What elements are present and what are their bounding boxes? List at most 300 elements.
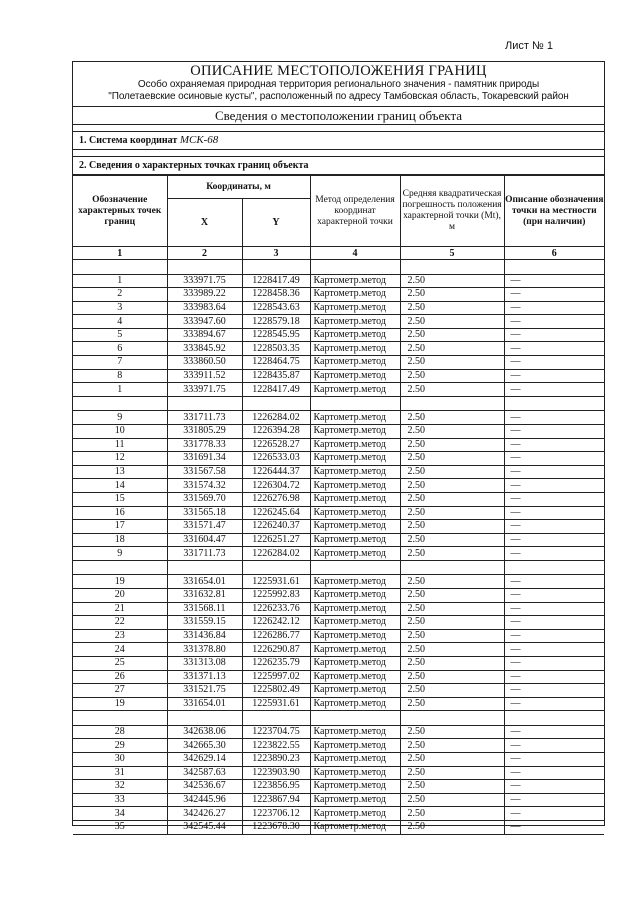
y-coordinate: 1223903.90 bbox=[242, 766, 310, 780]
error: 2.50 bbox=[400, 506, 504, 520]
y-coordinate: 1225992.83 bbox=[242, 588, 310, 602]
error: 2.50 bbox=[400, 520, 504, 534]
point-id: 26 bbox=[73, 670, 167, 684]
point-id: 33 bbox=[73, 793, 167, 807]
table-row bbox=[73, 274, 604, 288]
empty-cell bbox=[167, 260, 242, 275]
table-row bbox=[73, 301, 604, 315]
empty-cell bbox=[504, 260, 604, 275]
point-id: 8 bbox=[73, 369, 167, 383]
error: 2.50 bbox=[400, 383, 504, 397]
description: — bbox=[504, 369, 604, 383]
method: Картометр.метод bbox=[310, 656, 400, 670]
description: — bbox=[504, 479, 604, 493]
point-id: 24 bbox=[73, 643, 167, 657]
x-coordinate: 333971.75 bbox=[167, 383, 242, 397]
x-coordinate: 333983.64 bbox=[167, 301, 242, 315]
method: Картометр.метод bbox=[310, 383, 400, 397]
point-id: 29 bbox=[73, 739, 167, 753]
x-coordinate: 331691.34 bbox=[167, 452, 242, 466]
contour-separator bbox=[73, 711, 604, 726]
error: 2.50 bbox=[400, 656, 504, 670]
point-id: 32 bbox=[73, 780, 167, 794]
method: Картометр.метод bbox=[310, 753, 400, 767]
x-coordinate: 342665.30 bbox=[167, 739, 242, 753]
header-point: Обозначение характерных точек границ bbox=[73, 176, 167, 247]
table-row bbox=[73, 820, 604, 834]
description: — bbox=[504, 424, 604, 438]
x-coordinate: 333894.67 bbox=[167, 328, 242, 342]
header-y: Y bbox=[242, 199, 310, 247]
empty-cell bbox=[167, 560, 242, 575]
coordinate-system-value: МСК-68 bbox=[179, 134, 219, 146]
empty-cell bbox=[167, 396, 242, 411]
error: 2.50 bbox=[400, 670, 504, 684]
method: Картометр.метод bbox=[310, 643, 400, 657]
point-id: 28 bbox=[73, 725, 167, 739]
y-coordinate: 1226242.12 bbox=[242, 616, 310, 630]
y-coordinate: 1226276.98 bbox=[242, 492, 310, 506]
section-points: 2. Сведения о характерных точках границ объекта bbox=[73, 157, 604, 175]
y-coordinate: 1223890.23 bbox=[242, 753, 310, 767]
point-id: 13 bbox=[73, 465, 167, 479]
x-coordinate: 331805.29 bbox=[167, 424, 242, 438]
description: — bbox=[504, 588, 604, 602]
spacer bbox=[73, 150, 604, 157]
error: 2.50 bbox=[400, 588, 504, 602]
description: — bbox=[504, 411, 604, 425]
x-coordinate: 342545.44 bbox=[167, 820, 242, 834]
y-coordinate: 1228458.36 bbox=[242, 288, 310, 302]
method: Картометр.метод bbox=[310, 520, 400, 534]
x-coordinate: 342536.67 bbox=[167, 780, 242, 794]
point-id: 16 bbox=[73, 506, 167, 520]
error: 2.50 bbox=[400, 725, 504, 739]
description: — bbox=[504, 656, 604, 670]
error: 2.50 bbox=[400, 411, 504, 425]
description: — bbox=[504, 547, 604, 561]
x-coordinate: 331711.73 bbox=[167, 411, 242, 425]
table-row bbox=[73, 766, 604, 780]
x-coordinate: 342638.06 bbox=[167, 725, 242, 739]
y-coordinate: 1226286.77 bbox=[242, 629, 310, 643]
section-1-label: 1. Система координат bbox=[79, 135, 178, 146]
table-row bbox=[73, 588, 604, 602]
x-coordinate: 333845.92 bbox=[167, 342, 242, 356]
x-coordinate: 342445.96 bbox=[167, 793, 242, 807]
spacer bbox=[73, 125, 604, 132]
method: Картометр.метод bbox=[310, 506, 400, 520]
x-coordinate: 331521.75 bbox=[167, 684, 242, 698]
method: Картометр.метод bbox=[310, 424, 400, 438]
error: 2.50 bbox=[400, 629, 504, 643]
method: Картометр.метод bbox=[310, 356, 400, 370]
point-id: 3 bbox=[73, 301, 167, 315]
y-coordinate: 1225931.61 bbox=[242, 697, 310, 711]
description: — bbox=[504, 506, 604, 520]
x-coordinate: 342629.14 bbox=[167, 753, 242, 767]
method: Картометр.метод bbox=[310, 684, 400, 698]
error: 2.50 bbox=[400, 465, 504, 479]
empty-cell bbox=[242, 396, 310, 411]
y-coordinate: 1225931.61 bbox=[242, 575, 310, 589]
table-row bbox=[73, 629, 604, 643]
error: 2.50 bbox=[400, 753, 504, 767]
y-coordinate: 1228579.18 bbox=[242, 315, 310, 329]
point-id: 5 bbox=[73, 328, 167, 342]
table-row bbox=[73, 533, 604, 547]
description: — bbox=[504, 328, 604, 342]
method: Картометр.метод bbox=[310, 411, 400, 425]
error: 2.50 bbox=[400, 575, 504, 589]
method: Картометр.метод bbox=[310, 492, 400, 506]
description: — bbox=[504, 602, 604, 616]
y-coordinate: 1226245.64 bbox=[242, 506, 310, 520]
table-row bbox=[73, 369, 604, 383]
description: — bbox=[504, 274, 604, 288]
sheet-number: Лист № 1 bbox=[505, 40, 553, 52]
y-coordinate: 1226528.27 bbox=[242, 438, 310, 452]
description: — bbox=[504, 780, 604, 794]
empty-cell bbox=[400, 711, 504, 726]
point-id: 25 bbox=[73, 656, 167, 670]
method: Картометр.метод bbox=[310, 274, 400, 288]
error: 2.50 bbox=[400, 274, 504, 288]
x-coordinate: 331568.11 bbox=[167, 602, 242, 616]
x-coordinate: 331436.84 bbox=[167, 629, 242, 643]
table-body bbox=[73, 260, 604, 835]
error: 2.50 bbox=[400, 697, 504, 711]
table-row bbox=[73, 739, 604, 753]
table-row bbox=[73, 452, 604, 466]
description: — bbox=[504, 697, 604, 711]
table-row bbox=[73, 479, 604, 493]
y-coordinate: 1226233.76 bbox=[242, 602, 310, 616]
x-coordinate: 331632.81 bbox=[167, 588, 242, 602]
points-table bbox=[73, 175, 604, 835]
description: — bbox=[504, 643, 604, 657]
y-coordinate: 1223704.75 bbox=[242, 725, 310, 739]
x-coordinate: 331378.80 bbox=[167, 643, 242, 657]
table-row bbox=[73, 684, 604, 698]
error: 2.50 bbox=[400, 315, 504, 329]
description: — bbox=[504, 465, 604, 479]
method: Картометр.метод bbox=[310, 315, 400, 329]
y-coordinate: 1228543.63 bbox=[242, 301, 310, 315]
method: Картометр.метод bbox=[310, 780, 400, 794]
description: — bbox=[504, 575, 604, 589]
table-row bbox=[73, 575, 604, 589]
x-coordinate: 331711.73 bbox=[167, 547, 242, 561]
column-number: 3 bbox=[242, 247, 310, 260]
empty-cell bbox=[310, 260, 400, 275]
contour-separator bbox=[73, 396, 604, 411]
error: 2.50 bbox=[400, 288, 504, 302]
table-row bbox=[73, 780, 604, 794]
table-row bbox=[73, 492, 604, 506]
method: Картометр.метод bbox=[310, 301, 400, 315]
error: 2.50 bbox=[400, 547, 504, 561]
description: — bbox=[504, 739, 604, 753]
contour-separator bbox=[73, 260, 604, 275]
point-id: 2 bbox=[73, 288, 167, 302]
error: 2.50 bbox=[400, 616, 504, 630]
table-row bbox=[73, 520, 604, 534]
section-coordinate-system bbox=[73, 132, 604, 150]
x-coordinate: 331604.47 bbox=[167, 533, 242, 547]
table-row bbox=[73, 438, 604, 452]
table-row bbox=[73, 424, 604, 438]
point-id: 10 bbox=[73, 424, 167, 438]
y-coordinate: 1225997.02 bbox=[242, 670, 310, 684]
empty-cell bbox=[400, 396, 504, 411]
method: Картометр.метод bbox=[310, 793, 400, 807]
y-coordinate: 1226251.27 bbox=[242, 533, 310, 547]
table-row bbox=[73, 616, 604, 630]
error: 2.50 bbox=[400, 602, 504, 616]
method: Картометр.метод bbox=[310, 452, 400, 466]
table-row bbox=[73, 643, 604, 657]
table-row bbox=[73, 328, 604, 342]
method: Картометр.метод bbox=[310, 575, 400, 589]
method: Картометр.метод bbox=[310, 479, 400, 493]
description: — bbox=[504, 452, 604, 466]
method: Картометр.метод bbox=[310, 629, 400, 643]
description: — bbox=[504, 670, 604, 684]
y-coordinate: 1223706.12 bbox=[242, 807, 310, 821]
x-coordinate: 333860.50 bbox=[167, 356, 242, 370]
y-coordinate: 1226240.37 bbox=[242, 520, 310, 534]
empty-cell bbox=[73, 560, 167, 575]
description: — bbox=[504, 793, 604, 807]
y-coordinate: 1223678.30 bbox=[242, 820, 310, 834]
table-row bbox=[73, 356, 604, 370]
point-id: 17 bbox=[73, 520, 167, 534]
empty-cell bbox=[242, 260, 310, 275]
description: — bbox=[504, 356, 604, 370]
column-number: 5 bbox=[400, 247, 504, 260]
error: 2.50 bbox=[400, 780, 504, 794]
error: 2.50 bbox=[400, 479, 504, 493]
y-coordinate: 1223867.94 bbox=[242, 793, 310, 807]
y-coordinate: 1228435.87 bbox=[242, 369, 310, 383]
description: — bbox=[504, 684, 604, 698]
y-coordinate: 1223856.95 bbox=[242, 780, 310, 794]
method: Картометр.метод bbox=[310, 547, 400, 561]
method: Картометр.метод bbox=[310, 739, 400, 753]
error: 2.50 bbox=[400, 328, 504, 342]
empty-cell bbox=[400, 260, 504, 275]
empty-cell bbox=[310, 396, 400, 411]
x-coordinate: 331654.01 bbox=[167, 575, 242, 589]
x-coordinate: 333911.52 bbox=[167, 369, 242, 383]
y-coordinate: 1226394.28 bbox=[242, 424, 310, 438]
description: — bbox=[504, 533, 604, 547]
y-coordinate: 1228464.75 bbox=[242, 356, 310, 370]
empty-cell bbox=[242, 711, 310, 726]
description: — bbox=[504, 616, 604, 630]
y-coordinate: 1226284.02 bbox=[242, 411, 310, 425]
point-id: 15 bbox=[73, 492, 167, 506]
error: 2.50 bbox=[400, 739, 504, 753]
empty-cell bbox=[310, 560, 400, 575]
error: 2.50 bbox=[400, 492, 504, 506]
description: — bbox=[504, 315, 604, 329]
table-row bbox=[73, 602, 604, 616]
header-x: X bbox=[167, 199, 242, 247]
table-row bbox=[73, 725, 604, 739]
point-id: 12 bbox=[73, 452, 167, 466]
column-number: 4 bbox=[310, 247, 400, 260]
error: 2.50 bbox=[400, 643, 504, 657]
table-row bbox=[73, 793, 604, 807]
error: 2.50 bbox=[400, 438, 504, 452]
table-row bbox=[73, 465, 604, 479]
description: — bbox=[504, 820, 604, 834]
point-id: 11 bbox=[73, 438, 167, 452]
point-id: 31 bbox=[73, 766, 167, 780]
method: Картометр.метод bbox=[310, 342, 400, 356]
column-number: 6 bbox=[504, 247, 604, 260]
x-coordinate: 331574.32 bbox=[167, 479, 242, 493]
y-coordinate: 1225802.49 bbox=[242, 684, 310, 698]
error: 2.50 bbox=[400, 807, 504, 821]
method: Картометр.метод bbox=[310, 616, 400, 630]
error: 2.50 bbox=[400, 820, 504, 834]
y-coordinate: 1228417.49 bbox=[242, 274, 310, 288]
error: 2.50 bbox=[400, 342, 504, 356]
column-number: 2 bbox=[167, 247, 242, 260]
method: Картометр.метод bbox=[310, 438, 400, 452]
error: 2.50 bbox=[400, 301, 504, 315]
point-id: 14 bbox=[73, 479, 167, 493]
x-coordinate: 331778.33 bbox=[167, 438, 242, 452]
table-row bbox=[73, 807, 604, 821]
description: — bbox=[504, 753, 604, 767]
point-id: 34 bbox=[73, 807, 167, 821]
subtitle-line-1: Особо охраняемая природная территория регионального значения - памятник природы bbox=[137, 79, 540, 90]
y-coordinate: 1226235.79 bbox=[242, 656, 310, 670]
subtitle-line-2: "Полетаевские осиновые кусты", расположенный по адресу Тамбовская область, Токаревский район bbox=[108, 91, 569, 102]
point-id: 27 bbox=[73, 684, 167, 698]
x-coordinate: 342587.63 bbox=[167, 766, 242, 780]
table-row bbox=[73, 506, 604, 520]
point-id: 18 bbox=[73, 533, 167, 547]
error: 2.50 bbox=[400, 424, 504, 438]
error: 2.50 bbox=[400, 766, 504, 780]
description: — bbox=[504, 492, 604, 506]
empty-cell bbox=[504, 396, 604, 411]
table-row bbox=[73, 342, 604, 356]
y-coordinate: 1226284.02 bbox=[242, 547, 310, 561]
x-coordinate: 331654.01 bbox=[167, 697, 242, 711]
error: 2.50 bbox=[400, 793, 504, 807]
x-coordinate: 331559.15 bbox=[167, 616, 242, 630]
method: Картометр.метод bbox=[310, 328, 400, 342]
method: Картометр.метод bbox=[310, 807, 400, 821]
y-coordinate: 1228417.49 bbox=[242, 383, 310, 397]
description: — bbox=[504, 807, 604, 821]
header-method: Метод определения координат характерной точки bbox=[310, 176, 400, 247]
description: — bbox=[504, 520, 604, 534]
empty-cell bbox=[73, 396, 167, 411]
x-coordinate: 342426.27 bbox=[167, 807, 242, 821]
x-coordinate: 331571.47 bbox=[167, 520, 242, 534]
description: — bbox=[504, 766, 604, 780]
x-coordinate: 333947.60 bbox=[167, 315, 242, 329]
method: Картометр.метод bbox=[310, 820, 400, 834]
header-description: Описание обозначения точки на местности (при наличии) bbox=[504, 176, 604, 247]
point-id: 35 bbox=[73, 820, 167, 834]
point-id: 1 bbox=[73, 383, 167, 397]
empty-cell bbox=[504, 711, 604, 726]
point-id: 7 bbox=[73, 356, 167, 370]
y-coordinate: 1228545.95 bbox=[242, 328, 310, 342]
method: Картометр.метод bbox=[310, 602, 400, 616]
y-coordinate: 1223822.55 bbox=[242, 739, 310, 753]
header-coordinates: Координаты, м bbox=[167, 176, 310, 199]
description: — bbox=[504, 725, 604, 739]
point-id: 23 bbox=[73, 629, 167, 643]
method: Картометр.метод bbox=[310, 588, 400, 602]
point-id: 19 bbox=[73, 697, 167, 711]
empty-cell bbox=[73, 260, 167, 275]
point-id: 1 bbox=[73, 274, 167, 288]
empty-cell bbox=[400, 560, 504, 575]
point-id: 19 bbox=[73, 575, 167, 589]
description: — bbox=[504, 383, 604, 397]
document-title: ОПИСАНИЕ МЕСТОПОЛОЖЕНИЯ ГРАНИЦ bbox=[190, 63, 487, 79]
error: 2.50 bbox=[400, 684, 504, 698]
method: Картометр.метод bbox=[310, 766, 400, 780]
y-coordinate: 1226444.37 bbox=[242, 465, 310, 479]
x-coordinate: 331371.13 bbox=[167, 670, 242, 684]
description: — bbox=[504, 301, 604, 315]
method: Картометр.метод bbox=[310, 288, 400, 302]
x-coordinate: 331567.58 bbox=[167, 465, 242, 479]
point-id: 9 bbox=[73, 411, 167, 425]
table-row bbox=[73, 753, 604, 767]
x-coordinate: 331565.18 bbox=[167, 506, 242, 520]
description: — bbox=[504, 629, 604, 643]
point-id: 22 bbox=[73, 616, 167, 630]
title-block bbox=[73, 63, 604, 107]
error: 2.50 bbox=[400, 452, 504, 466]
y-coordinate: 1226304.72 bbox=[242, 479, 310, 493]
method: Картометр.метод bbox=[310, 465, 400, 479]
contour-separator bbox=[73, 560, 604, 575]
point-id: 30 bbox=[73, 753, 167, 767]
table-row bbox=[73, 411, 604, 425]
empty-cell bbox=[167, 711, 242, 726]
x-coordinate: 333971.75 bbox=[167, 274, 242, 288]
description: — bbox=[504, 438, 604, 452]
table-row bbox=[73, 656, 604, 670]
empty-cell bbox=[310, 711, 400, 726]
info-title: Сведения о местоположении границ объекта bbox=[73, 107, 604, 125]
point-id: 20 bbox=[73, 588, 167, 602]
empty-cell bbox=[73, 711, 167, 726]
empty-cell bbox=[504, 560, 604, 575]
description: — bbox=[504, 288, 604, 302]
y-coordinate: 1226533.03 bbox=[242, 452, 310, 466]
y-coordinate: 1228503.35 bbox=[242, 342, 310, 356]
point-id: 4 bbox=[73, 315, 167, 329]
table-row bbox=[73, 697, 604, 711]
method: Картометр.метод bbox=[310, 697, 400, 711]
table-row bbox=[73, 383, 604, 397]
x-coordinate: 331569.70 bbox=[167, 492, 242, 506]
